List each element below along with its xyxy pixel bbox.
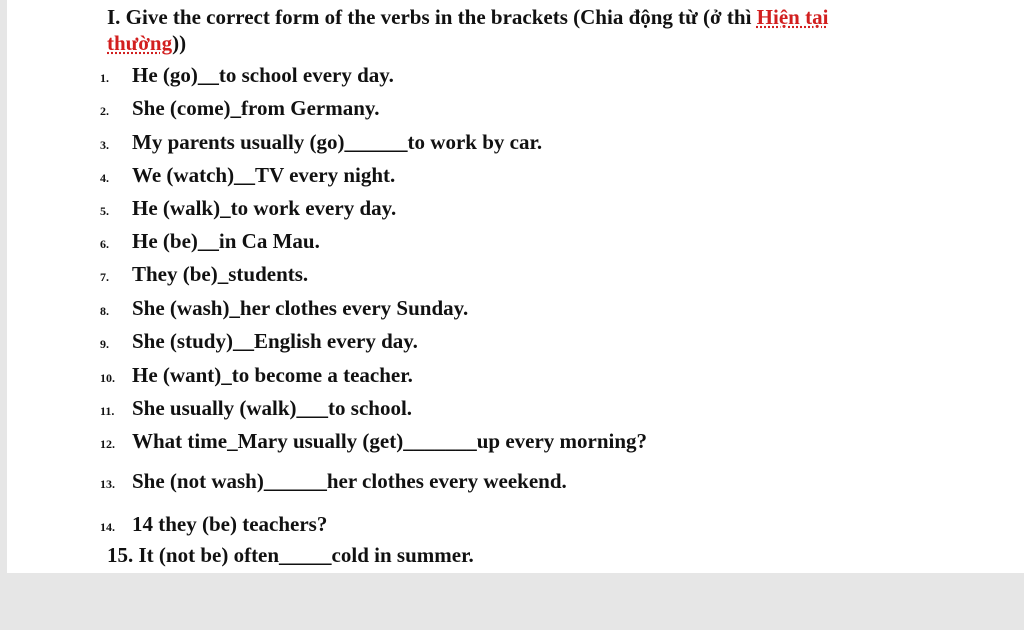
item-text: They (be)_students. bbox=[132, 262, 309, 286]
document-page bbox=[7, 0, 1024, 573]
item-text: He (walk)_to work every day. bbox=[132, 196, 397, 220]
list-item bbox=[100, 296, 468, 322]
item-number: 2. bbox=[100, 104, 109, 118]
list-item bbox=[100, 329, 418, 355]
title-closing: )) bbox=[172, 31, 187, 55]
item-text: She (come)_from Germany. bbox=[132, 96, 380, 120]
title-highlight-simple: thường bbox=[107, 31, 173, 55]
item-number: 6. bbox=[100, 237, 109, 251]
list-item bbox=[100, 262, 308, 288]
item-number: 9. bbox=[100, 337, 109, 351]
item-text: She (not wash)______her clothes every weekend. bbox=[132, 469, 567, 493]
list-item bbox=[100, 130, 542, 156]
item-number: 8. bbox=[100, 304, 109, 318]
list-item bbox=[100, 96, 379, 122]
item-text: He (want)_to become a teacher. bbox=[132, 363, 413, 387]
item-number: 12. bbox=[100, 437, 115, 451]
item-15-text: 15. It (not be) often_____cold in summer. bbox=[107, 543, 474, 567]
list-item bbox=[100, 363, 413, 389]
item-number: 11. bbox=[100, 404, 115, 418]
item-text: He (be)__in Ca Mau. bbox=[132, 229, 320, 253]
list-item bbox=[100, 396, 412, 422]
list-item bbox=[100, 163, 395, 189]
item-text: We (watch)__TV every night. bbox=[132, 163, 396, 187]
list-item bbox=[100, 229, 320, 255]
title-text: I. Give the correct form of the verbs in the brackets (Chia động từ (ở thì bbox=[107, 5, 757, 29]
item-text: She (wash)_her clothes every Sunday. bbox=[132, 296, 469, 320]
item-number: 7. bbox=[100, 270, 109, 284]
item-number: 4. bbox=[100, 171, 109, 185]
item-text: My parents usually (go)______to work by car. bbox=[132, 130, 543, 154]
item-number: 14. bbox=[100, 520, 115, 534]
list-item bbox=[100, 429, 647, 455]
title-highlight-tense: Hiện tại bbox=[756, 5, 829, 29]
list-item bbox=[100, 63, 394, 89]
item-text: She (study)__English every day. bbox=[132, 329, 418, 353]
list-item bbox=[100, 512, 327, 538]
item-number: 3. bbox=[100, 138, 109, 152]
exercise-title bbox=[107, 4, 927, 56]
list-item bbox=[100, 196, 396, 222]
item-number: 5. bbox=[100, 204, 109, 218]
item-number: 1. bbox=[100, 71, 109, 85]
item-text: She usually (walk)___to school. bbox=[132, 396, 413, 420]
item-number: 10. bbox=[100, 371, 115, 385]
item-text: What time_Mary usually (get)_______up every morning? bbox=[132, 429, 648, 453]
item-number: 13. bbox=[100, 477, 115, 491]
list-item bbox=[100, 469, 567, 495]
item-text: 14 they (be) teachers? bbox=[132, 512, 328, 536]
item-text: He (go)__to school every day. bbox=[132, 63, 394, 87]
